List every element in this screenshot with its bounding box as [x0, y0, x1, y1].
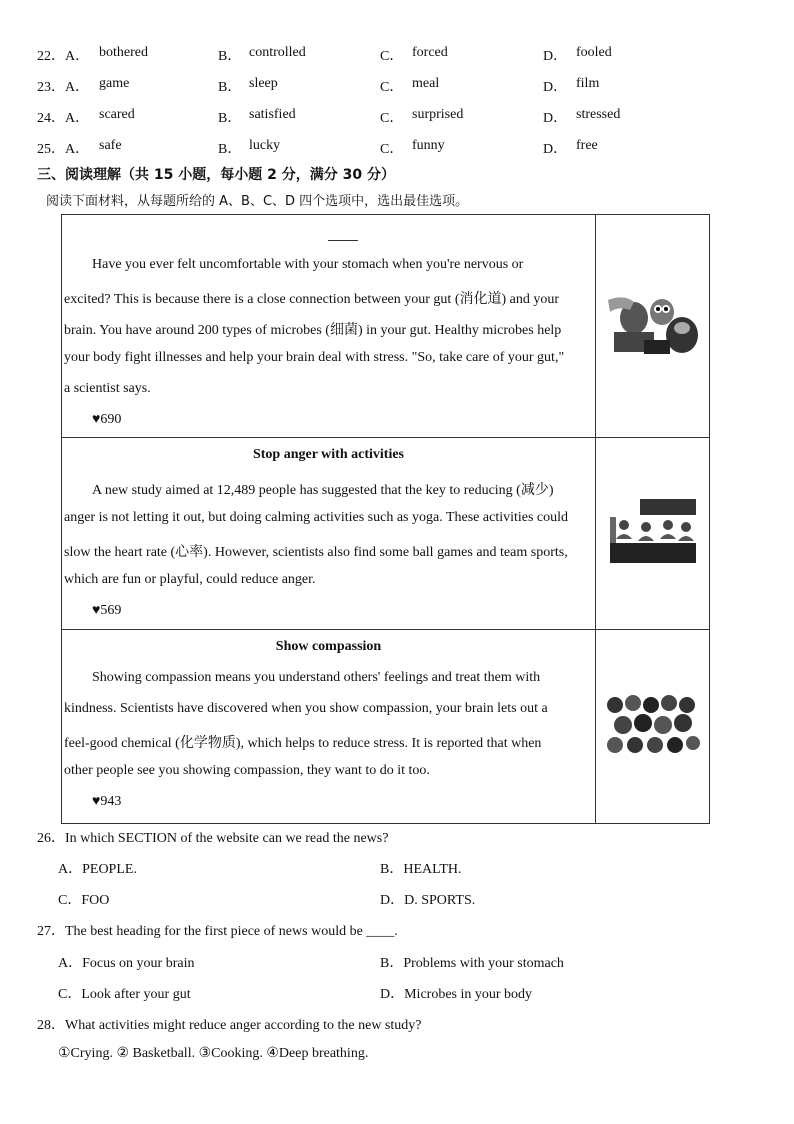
mc-label-b: B．	[218, 80, 242, 95]
mc-option-b: controlled	[249, 45, 306, 60]
mc-option-d: stressed	[576, 107, 621, 122]
q27-option-a: A．Focus on your brain	[58, 956, 195, 971]
stomach-cartoon-image	[604, 290, 702, 358]
mc-label-c: C．	[380, 142, 404, 157]
mc-option-b: satisfied	[249, 107, 296, 122]
q26-option-c: C．FOO	[58, 893, 110, 908]
news-heading: Stop anger with activities	[252, 447, 404, 462]
news-line: feel-good chemical (化学物质), which helps to reduce stress. It is reported that when	[64, 736, 542, 751]
news-line: brain. You have around 200 types of microbes (细菌) in your gut. Healthy microbes help	[64, 323, 562, 338]
news-line: your body fight illnesses and help your brain deal with stress. "So, take care of your gut,"	[64, 350, 565, 365]
section-title: 三、阅读理解（共 15 小题，每小题 2 分，满分 30 分）	[37, 167, 395, 183]
question-28-stem: 28．What activities might reduce anger according to the new study?	[37, 1018, 422, 1033]
mc-row-23	[0, 76, 794, 96]
news-item-3	[62, 630, 710, 824]
mc-option-c: forced	[412, 45, 448, 60]
news-line: other people see you showing compassion, they want to do it too.	[64, 763, 430, 778]
q26-option-d: D．D. SPORTS.	[380, 893, 476, 908]
yoga-class-image	[610, 499, 696, 563]
news-text-cell	[62, 438, 596, 630]
mc-option-c: meal	[412, 76, 440, 91]
mc-option-d: film	[576, 76, 600, 91]
mc-option-c: funny	[412, 138, 445, 153]
news-image-cell	[596, 215, 710, 438]
question-26-stem: 26．In which SECTION of the website can we read the news?	[37, 831, 389, 846]
mc-label-b: B．	[218, 49, 242, 64]
mc-row-24	[0, 107, 794, 127]
group-of-children-image	[603, 691, 703, 757]
mc-number: 22．A．	[37, 49, 90, 64]
mc-label-d: D．	[543, 80, 568, 95]
news-line: Showing compassion means you understand others' feelings and treat them with	[92, 670, 541, 685]
mc-number: 23．A．	[37, 80, 90, 95]
mc-option-a: safe	[99, 138, 122, 153]
news-table	[61, 214, 710, 824]
mc-row-22	[0, 45, 794, 65]
mc-row-25	[0, 138, 794, 158]
news-line: excited? This is because there is a close connection between your gut (消化道) and your	[64, 292, 560, 307]
news-text-cell	[62, 215, 596, 438]
mc-number: 24．A．	[37, 111, 90, 126]
mc-option-b: sleep	[249, 76, 278, 91]
news-line: which are fun or playful, could reduce anger.	[64, 572, 316, 587]
question-27-stem: 27．The best heading for the first piece of news would be ____.	[37, 924, 398, 939]
news-item-1	[62, 215, 710, 438]
news-item-2	[62, 438, 710, 630]
news-line: anger is not letting it out, but doing calming activities such as yoga. These activities could	[64, 510, 569, 525]
section-instruction: 阅读下面材料，从每题所给的 A、B、C、D 四个选项中，选出最佳选项。	[46, 194, 469, 209]
mc-label-c: C．	[380, 111, 404, 126]
mc-label-c: C．	[380, 80, 404, 95]
mc-label-c: C．	[380, 49, 404, 64]
mc-option-a: game	[99, 76, 130, 91]
mc-option-a: bothered	[99, 45, 148, 60]
mc-option-a: scared	[99, 107, 135, 122]
mc-label-b: B．	[218, 111, 242, 126]
mc-option-b: lucky	[249, 138, 281, 153]
news-image-cell	[596, 630, 710, 824]
likes-count: ♥943	[92, 794, 122, 809]
mc-label-d: D．	[543, 49, 568, 64]
mc-number: 25．A．	[37, 142, 90, 157]
news-text-cell	[62, 630, 596, 824]
mc-label-b: B．	[218, 142, 242, 157]
news-line: a scientist says.	[64, 381, 151, 396]
q27-option-d: D．Microbes in your body	[380, 987, 533, 1002]
news-line: A new study aimed at 12,489 people has suggested that the key to reducing (减少)	[92, 483, 554, 498]
news-image-cell	[596, 438, 710, 630]
likes-count: ♥690	[92, 412, 122, 427]
q26-option-b: B．HEALTH.	[380, 862, 462, 877]
news-heading: Show compassion	[275, 639, 382, 654]
q27-option-b: B．Problems with your stomach	[380, 956, 564, 971]
mc-label-d: D．	[543, 111, 568, 126]
mc-option-d: fooled	[576, 45, 612, 60]
q26-option-a: A．PEOPLE.	[58, 862, 137, 877]
likes-count: ♥569	[92, 603, 122, 618]
q27-option-c: C．Look after your gut	[58, 987, 191, 1002]
news-line: kindness. Scientists have discovered when you show compassion, your brain lets out a	[64, 701, 548, 716]
news-line: Have you ever felt uncomfortable with your stomach when you're nervous or	[92, 257, 524, 272]
news-line: slow the heart rate (心率). However, scientists also find some ball games and team sports,	[64, 545, 568, 560]
blank-heading-line	[328, 240, 358, 241]
mc-option-d: free	[576, 138, 598, 153]
mc-label-d: D．	[543, 142, 568, 157]
mc-option-c: surprised	[412, 107, 464, 122]
q28-options: ①Crying. ② Basketball. ③Cooking. ④Deep breathing.	[58, 1046, 369, 1061]
